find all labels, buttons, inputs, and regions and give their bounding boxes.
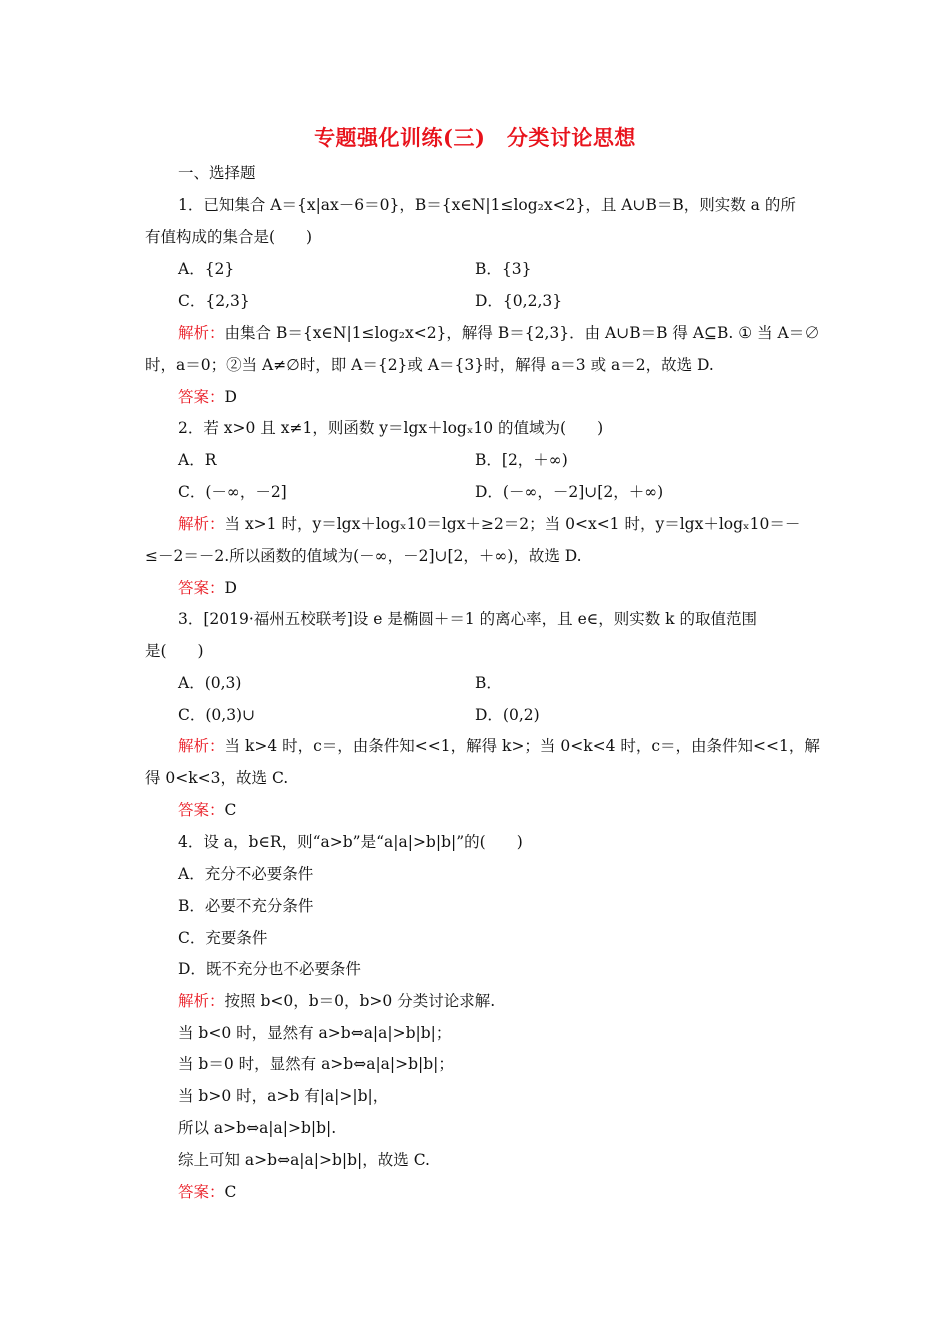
q3-stem-line1: 3．[2019·福州五校联考]设 e 是椭圆＋＝1 的离心率，且 e∈，则实数 k 的取值范围 bbox=[178, 610, 757, 628]
q4-explanation-text1: 按照 b<0，b＝0，b>0 分类讨论求解. bbox=[224, 992, 496, 1010]
answer-label: 答案： bbox=[178, 579, 225, 597]
q3-answer bbox=[178, 800, 236, 820]
q4-answer-value: C bbox=[224, 1183, 237, 1201]
q3-stem-line2: 是( ) bbox=[145, 642, 204, 660]
q3-option-b: B． bbox=[475, 674, 502, 692]
q4-explanation-line6: 综上可知 a>b⇔a|a|>b|b|，故选 C. bbox=[178, 1151, 430, 1169]
explanation-label: 解析： bbox=[178, 515, 225, 533]
q2-explanation-text1: 当 x>1 时，y＝lgx＋logₓ10＝lgx＋≥2＝2；当 0<x<1 时，y＝lgx＋logₓ10＝－ bbox=[224, 515, 801, 533]
q2-answer-value: D bbox=[224, 579, 237, 597]
q1-option-a: A．{2} bbox=[178, 260, 235, 278]
q2-option-b: B．[2，＋∞) bbox=[475, 451, 568, 469]
answer-label: 答案： bbox=[178, 1183, 225, 1201]
q4-option-c: C．充要条件 bbox=[178, 929, 268, 947]
q4-option-d: D．既不充分也不必要条件 bbox=[178, 960, 361, 978]
explanation-label: 解析： bbox=[178, 992, 225, 1010]
q3-option-d: D．(0,2) bbox=[475, 706, 540, 724]
q4-explanation-line3: 当 b＝0 时，显然有 a>b⇔a|a|>b|b|； bbox=[178, 1055, 454, 1073]
q1-explanation-text1: 由集合 B＝{x∈N|1≤log₂x<2}，解得 B＝{2,3}．由 A∪B＝B 得 A⊆B. ① 当 A＝∅ bbox=[224, 324, 820, 342]
q4-option-b: B．必要不充分条件 bbox=[178, 897, 314, 915]
answer-label: 答案： bbox=[178, 388, 225, 406]
q4-explanation-line5: 所以 a>b⇔a|a|>b|b|. bbox=[178, 1119, 337, 1137]
q4-explanation-line4: 当 b>0 时，a>b 有|a|>|b|， bbox=[178, 1087, 389, 1105]
q1-stem-line1: 1．已知集合 A＝{x|ax－6＝0}，B＝{x∈N|1≤log₂x<2}，且 A∪B＝B，则实数 a 的所 bbox=[178, 196, 796, 214]
page-title: 专题强化训练(三) 分类讨论思想 bbox=[314, 125, 636, 150]
q4-explanation-line1 bbox=[178, 991, 495, 1011]
q3-explanation-line1 bbox=[178, 736, 820, 756]
q4-answer bbox=[178, 1182, 236, 1202]
q4-stem: 4．设 a，b∈R，则“a>b”是“a|a|>b|b|”的( ) bbox=[178, 833, 523, 851]
q2-option-a: A．R bbox=[178, 451, 217, 469]
q2-explanation-line2: ≤－2＝－2.所以函数的值域为(－∞，－2]∪[2，＋∞)，故选 D. bbox=[145, 547, 582, 565]
q2-option-d: D．(－∞，－2]∪[2，＋∞) bbox=[475, 483, 664, 501]
explanation-label: 解析： bbox=[178, 737, 225, 755]
q1-stem-line2: 有值构成的集合是( ) bbox=[145, 228, 313, 246]
q1-option-c: C．{2,3} bbox=[178, 292, 250, 310]
q3-option-a: A．(0,3) bbox=[178, 674, 242, 692]
q1-answer-value: D bbox=[224, 388, 237, 406]
q1-answer bbox=[178, 387, 237, 407]
q2-explanation-line1 bbox=[178, 514, 800, 534]
q4-option-a: A．充分不必要条件 bbox=[178, 865, 314, 883]
q2-answer bbox=[178, 578, 237, 598]
q2-stem: 2．若 x>0 且 x≠1，则函数 y＝lgx＋logₓ10 的值域为( ) bbox=[178, 419, 604, 437]
q2-option-c: C．(－∞，－2] bbox=[178, 483, 287, 501]
q3-explanation-line2: 得 0<k<3，故选 C. bbox=[145, 769, 289, 787]
q1-explanation-line2: 时，a＝0；②当 A≠∅时，即 A＝{2}或 A＝{3}时，解得 a＝3 或 a＝2，故选 D. bbox=[145, 356, 714, 374]
q1-option-b: B．{3} bbox=[475, 260, 532, 278]
answer-label: 答案： bbox=[178, 801, 225, 819]
q3-option-c: C．(0,3)∪ bbox=[178, 706, 256, 724]
section-heading: 一、选择题 bbox=[178, 164, 256, 182]
explanation-label: 解析： bbox=[178, 324, 225, 342]
q3-answer-value: C bbox=[224, 801, 237, 819]
q1-option-d: D．{0,2,3} bbox=[475, 292, 563, 310]
q4-explanation-line2: 当 b<0 时，显然有 a>b⇔a|a|>b|b|； bbox=[178, 1024, 452, 1042]
q1-explanation-line1 bbox=[178, 323, 820, 343]
q3-explanation-text1: 当 k>4 时，c＝，由条件知<<1，解得 k>；当 0<k<4 时，c＝，由条件知<<1，解 bbox=[224, 737, 820, 755]
